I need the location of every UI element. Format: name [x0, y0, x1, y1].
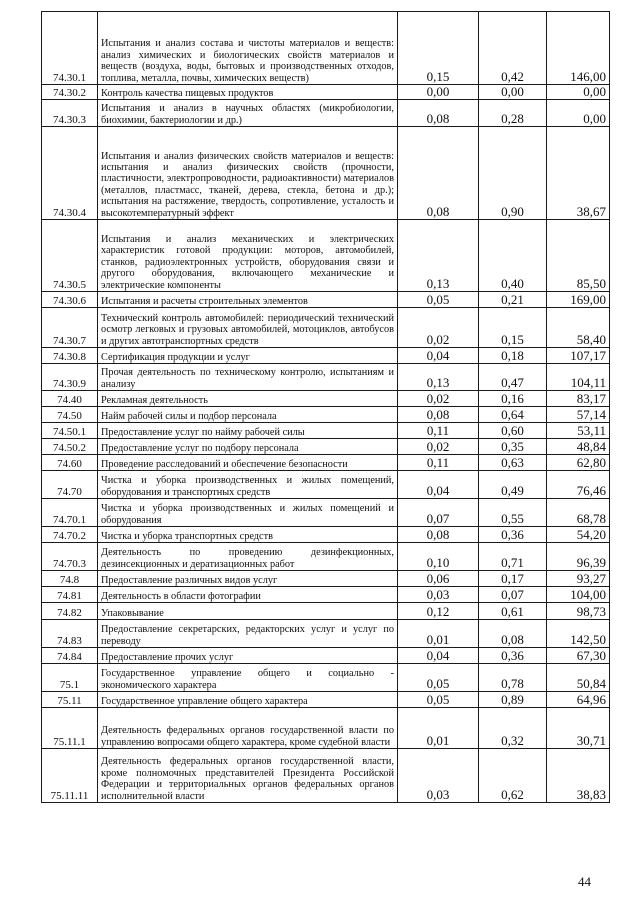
value-col-3: 30,71 [547, 708, 610, 749]
value-col-2: 0,36 [479, 527, 547, 543]
page-number: 44 [578, 874, 591, 889]
activity-code: 74.81 [42, 587, 98, 603]
value-col-1: 0,07 [398, 499, 479, 527]
value-col-3: 38,67 [547, 127, 610, 220]
value-col-2: 0,89 [479, 692, 547, 708]
value-col-3: 0,00 [547, 100, 610, 127]
table-row [42, 603, 610, 620]
activity-code: 74.50.2 [42, 439, 98, 455]
value-col-1: 0,05 [398, 692, 479, 708]
activity-code: 75.11 [42, 692, 98, 708]
value-col-1: 0,08 [398, 527, 479, 543]
activity-description: Испытания и анализ механических и электрических характеристик готовой продукции: моторов, автомобилей, станков, радиоэлектронных устройств, оборудования связи и другого оборудования, включающего механические и электрические компоненты [98, 220, 398, 292]
value-col-3: 146,00 [547, 12, 610, 85]
activity-codes-table [41, 11, 610, 803]
table-row [42, 620, 610, 648]
value-col-3: 107,17 [547, 348, 610, 364]
activity-description: Технический контроль автомобилей: периодический технический осмотр легковых и грузовых автомобилей, мотоциклов, автобусов и других автотранспортных средств [98, 308, 398, 348]
activity-description: Контроль качества пищевых продуктов [98, 85, 398, 100]
value-col-1: 0,01 [398, 708, 479, 749]
value-col-2: 0,64 [479, 407, 547, 423]
activity-description: Испытания и анализ физических свойств материалов и веществ: испытания и анализ физических свойств (прочности, пластичности, электропроводности, радиоактивности) материалов (металлов, пластмасс, тканей, дерева, стекла, бетона и др.); испытания на растяжение, твердость, сопротивление, усталость и высокотемпературный эффект [98, 127, 398, 220]
activity-code: 74.50 [42, 407, 98, 423]
value-col-2: 0,08 [479, 620, 547, 648]
table-row [42, 543, 610, 571]
activity-code: 74.30.6 [42, 292, 98, 308]
value-col-1: 0,11 [398, 455, 479, 471]
value-col-1: 0,08 [398, 127, 479, 220]
table-row [42, 708, 610, 749]
value-col-1: 0,00 [398, 85, 479, 100]
value-col-1: 0,15 [398, 12, 479, 85]
activity-code: 74.70 [42, 471, 98, 499]
activity-description: Испытания и анализ состава и чистоты материалов и веществ: анализ химических и биологических свойств материалов и веществ (воздуха, воды, бытовых и производственных отходов, топлива, металла, почвы, химических веществ) [98, 12, 398, 85]
table-row [42, 308, 610, 348]
value-col-2: 0,49 [479, 471, 547, 499]
value-col-1: 0,01 [398, 620, 479, 648]
value-col-1: 0,02 [398, 391, 479, 407]
value-col-3: 53,11 [547, 423, 610, 439]
table-row [42, 749, 610, 803]
table-row [42, 648, 610, 664]
activity-description: Деятельность федеральных органов государственной власти, кроме полномочных представителей Президента Российской Федерации и территориальных органов федеральных органов исполнительной власти [98, 749, 398, 803]
value-col-2: 0,16 [479, 391, 547, 407]
activity-code: 74.40 [42, 391, 98, 407]
activity-code: 74.8 [42, 571, 98, 587]
table-row [42, 499, 610, 527]
value-col-1: 0,02 [398, 308, 479, 348]
value-col-1: 0,03 [398, 749, 479, 803]
activity-code: 74.82 [42, 603, 98, 620]
value-col-3: 54,20 [547, 527, 610, 543]
value-col-3: 0,00 [547, 85, 610, 100]
activity-description: Предоставление услуг по подбору персонала [98, 439, 398, 455]
value-col-3: 96,39 [547, 543, 610, 571]
activity-code: 74.60 [42, 455, 98, 471]
value-col-2: 0,18 [479, 348, 547, 364]
value-col-3: 142,50 [547, 620, 610, 648]
activity-description: Предоставление услуг по найму рабочей силы [98, 423, 398, 439]
value-col-2: 0,60 [479, 423, 547, 439]
activity-code: 74.84 [42, 648, 98, 664]
activity-code: 74.30.7 [42, 308, 98, 348]
activity-description: Рекламная деятельность [98, 391, 398, 407]
activity-code: 75.11.11 [42, 749, 98, 803]
value-col-2: 0,35 [479, 439, 547, 455]
activity-code: 74.30.2 [42, 85, 98, 100]
activity-description: Испытания и расчеты строительных элементов [98, 292, 398, 308]
activity-description: Деятельность по проведению дезинфекционных, дезинсекционных и дератизационных работ [98, 543, 398, 571]
value-col-2: 0,62 [479, 749, 547, 803]
value-col-3: 93,27 [547, 571, 610, 587]
value-col-3: 85,50 [547, 220, 610, 292]
activity-description: Найм рабочей силы и подбор персонала [98, 407, 398, 423]
value-col-2: 0,21 [479, 292, 547, 308]
value-col-1: 0,05 [398, 664, 479, 692]
table-row [42, 407, 610, 423]
value-col-3: 64,96 [547, 692, 610, 708]
value-col-1: 0,05 [398, 292, 479, 308]
value-col-3: 104,11 [547, 364, 610, 391]
activity-description: Чистка и уборка производственных и жилых помещений и оборудования [98, 499, 398, 527]
value-col-2: 0,78 [479, 664, 547, 692]
value-col-3: 169,00 [547, 292, 610, 308]
activity-code: 74.70.3 [42, 543, 98, 571]
table-row [42, 12, 610, 85]
value-col-1: 0,04 [398, 348, 479, 364]
value-col-3: 48,84 [547, 439, 610, 455]
value-col-2: 0,63 [479, 455, 547, 471]
activity-code: 74.70.2 [42, 527, 98, 543]
table-row [42, 364, 610, 391]
activity-description: Государственное управление общего и социально - экономического характера [98, 664, 398, 692]
value-col-1: 0,12 [398, 603, 479, 620]
table-row [42, 527, 610, 543]
value-col-3: 38,83 [547, 749, 610, 803]
table-row [42, 85, 610, 100]
table-row [42, 391, 610, 407]
table-body [42, 12, 610, 803]
activity-code: 74.70.1 [42, 499, 98, 527]
activity-code: 74.83 [42, 620, 98, 648]
value-col-1: 0,08 [398, 407, 479, 423]
activity-code: 74.30.8 [42, 348, 98, 364]
table-row [42, 692, 610, 708]
value-col-1: 0,11 [398, 423, 479, 439]
table-row [42, 664, 610, 692]
activity-description: Предоставление прочих услуг [98, 648, 398, 664]
value-col-2: 0,55 [479, 499, 547, 527]
activity-description: Чистка и уборка производственных и жилых помещений, оборудования и транспортных средств [98, 471, 398, 499]
value-col-2: 0,71 [479, 543, 547, 571]
value-col-2: 0,32 [479, 708, 547, 749]
value-col-3: 58,40 [547, 308, 610, 348]
value-col-1: 0,04 [398, 648, 479, 664]
activity-code: 74.30.1 [42, 12, 98, 85]
table-row [42, 587, 610, 603]
value-col-1: 0,02 [398, 439, 479, 455]
activity-description: Чистка и уборка транспортных средств [98, 527, 398, 543]
value-col-1: 0,08 [398, 100, 479, 127]
value-col-1: 0,03 [398, 587, 479, 603]
value-col-2: 0,36 [479, 648, 547, 664]
activity-description: Предоставление различных видов услуг [98, 571, 398, 587]
value-col-3: 104,00 [547, 587, 610, 603]
value-col-2: 0,00 [479, 85, 547, 100]
value-col-2: 0,61 [479, 603, 547, 620]
table-row [42, 220, 610, 292]
value-col-3: 57,14 [547, 407, 610, 423]
activity-description: Предоставление секретарских, редакторских услуг и услуг по переводу [98, 620, 398, 648]
value-col-3: 62,80 [547, 455, 610, 471]
table-row [42, 471, 610, 499]
table-row [42, 455, 610, 471]
activity-description: Государственное управление общего характера [98, 692, 398, 708]
value-col-1: 0,10 [398, 543, 479, 571]
activity-description: Проведение расследований и обеспечение безопасности [98, 455, 398, 471]
value-col-2: 0,07 [479, 587, 547, 603]
activity-code: 75.11.1 [42, 708, 98, 749]
value-col-1: 0,13 [398, 364, 479, 391]
value-col-2: 0,28 [479, 100, 547, 127]
value-col-1: 0,13 [398, 220, 479, 292]
value-col-2: 0,47 [479, 364, 547, 391]
table-row [42, 571, 610, 587]
activity-description: Прочая деятельность по техническому контролю, испытаниям и анализу [98, 364, 398, 391]
table-row [42, 292, 610, 308]
value-col-3: 68,78 [547, 499, 610, 527]
value-col-2: 0,90 [479, 127, 547, 220]
value-col-3: 67,30 [547, 648, 610, 664]
value-col-1: 0,04 [398, 471, 479, 499]
table-row [42, 423, 610, 439]
value-col-3: 98,73 [547, 603, 610, 620]
activity-description: Упаковывание [98, 603, 398, 620]
table-row [42, 439, 610, 455]
activity-description: Деятельность в области фотографии [98, 587, 398, 603]
activity-code: 74.30.5 [42, 220, 98, 292]
value-col-3: 50,84 [547, 664, 610, 692]
value-col-3: 83,17 [547, 391, 610, 407]
value-col-3: 76,46 [547, 471, 610, 499]
value-col-2: 0,42 [479, 12, 547, 85]
activity-description: Испытания и анализ в научных областях (микробиологии, биохимии, бактериологии и др.) [98, 100, 398, 127]
activity-code: 74.30.9 [42, 364, 98, 391]
table-row [42, 100, 610, 127]
activity-code: 74.30.3 [42, 100, 98, 127]
value-col-2: 0,40 [479, 220, 547, 292]
activity-description: Сертификация продукции и услуг [98, 348, 398, 364]
activity-code: 74.50.1 [42, 423, 98, 439]
table-row [42, 348, 610, 364]
value-col-2: 0,17 [479, 571, 547, 587]
activity-code: 74.30.4 [42, 127, 98, 220]
activity-code: 75.1 [42, 664, 98, 692]
activity-description: Деятельность федеральных органов государственной власти по управлению вопросами общего характера, кроме судебной власти [98, 708, 398, 749]
value-col-2: 0,15 [479, 308, 547, 348]
value-col-1: 0,06 [398, 571, 479, 587]
table-row [42, 127, 610, 220]
